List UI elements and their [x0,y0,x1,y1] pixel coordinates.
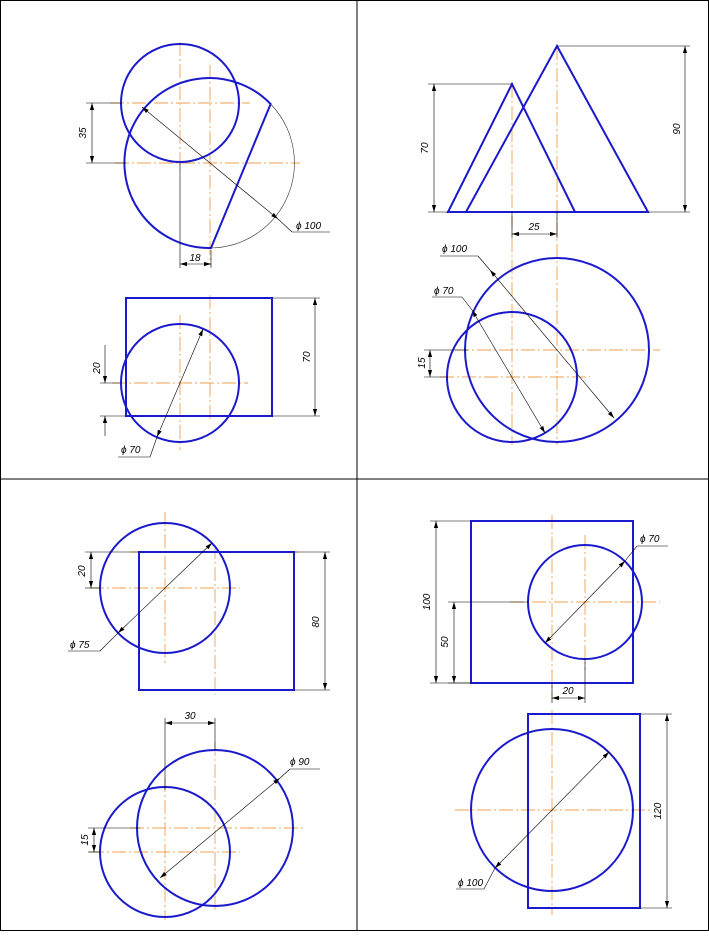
dimension-70 [420,84,512,212]
dim-label: 18 [189,253,201,264]
dimension-phi100 [456,752,609,889]
dimension-phi70 [545,534,668,643]
dim-label: 35 [78,127,89,139]
dim-label: 20 [562,686,574,697]
dim-label: 90 [672,123,683,135]
dimension-80 [294,552,330,690]
dimension-50 [440,602,528,683]
dimension-90 [557,46,690,212]
panel-top-left [78,42,330,457]
dim-label: 20 [77,565,88,577]
rectangle [126,298,272,416]
dim-label: 15 [417,357,428,369]
dimension-35 [78,103,126,163]
dim-label: 70 [420,142,431,154]
dim-label: 120 [653,802,664,820]
dim-label: 100 [422,593,433,611]
dim-label: 20 [92,362,103,374]
dim-label: ϕ 100 [442,244,468,255]
dim-label: ϕ 100 [458,878,484,889]
panel-top-right [417,46,690,445]
dimension-phi100 [142,107,330,232]
dimension-phi90 [160,757,320,878]
dimension-25 [512,212,557,238]
dimension-15 [80,828,140,852]
dim-label: ϕ 70 [121,445,141,456]
dim-label: ϕ 70 [434,286,454,297]
centerlines [90,512,305,920]
dim-label: 30 [184,711,196,722]
outer-frame [1,1,709,931]
dim-label: 80 [311,616,322,628]
panel-bottom-left [68,512,330,920]
dim-label: ϕ 75 [70,640,90,651]
dim-label: 15 [80,834,91,846]
dimension-70 [272,298,320,416]
dimension-120 [640,714,672,908]
dimension-18 [180,163,211,268]
dimension-15 [417,350,468,377]
hidden-arc [211,104,294,248]
small-triangle [448,84,575,212]
dim-label: ϕ 100 [296,221,322,232]
rectangle [139,552,294,690]
dim-label: 70 [302,351,313,363]
tall-rectangle [528,714,640,908]
dim-label: ϕ 70 [640,534,660,545]
dim-label: 25 [528,222,540,233]
dim-label: ϕ 90 [290,757,310,768]
dim-label: 50 [440,636,451,648]
dimension-20 [552,659,585,703]
panel-bottom-right [422,515,672,915]
